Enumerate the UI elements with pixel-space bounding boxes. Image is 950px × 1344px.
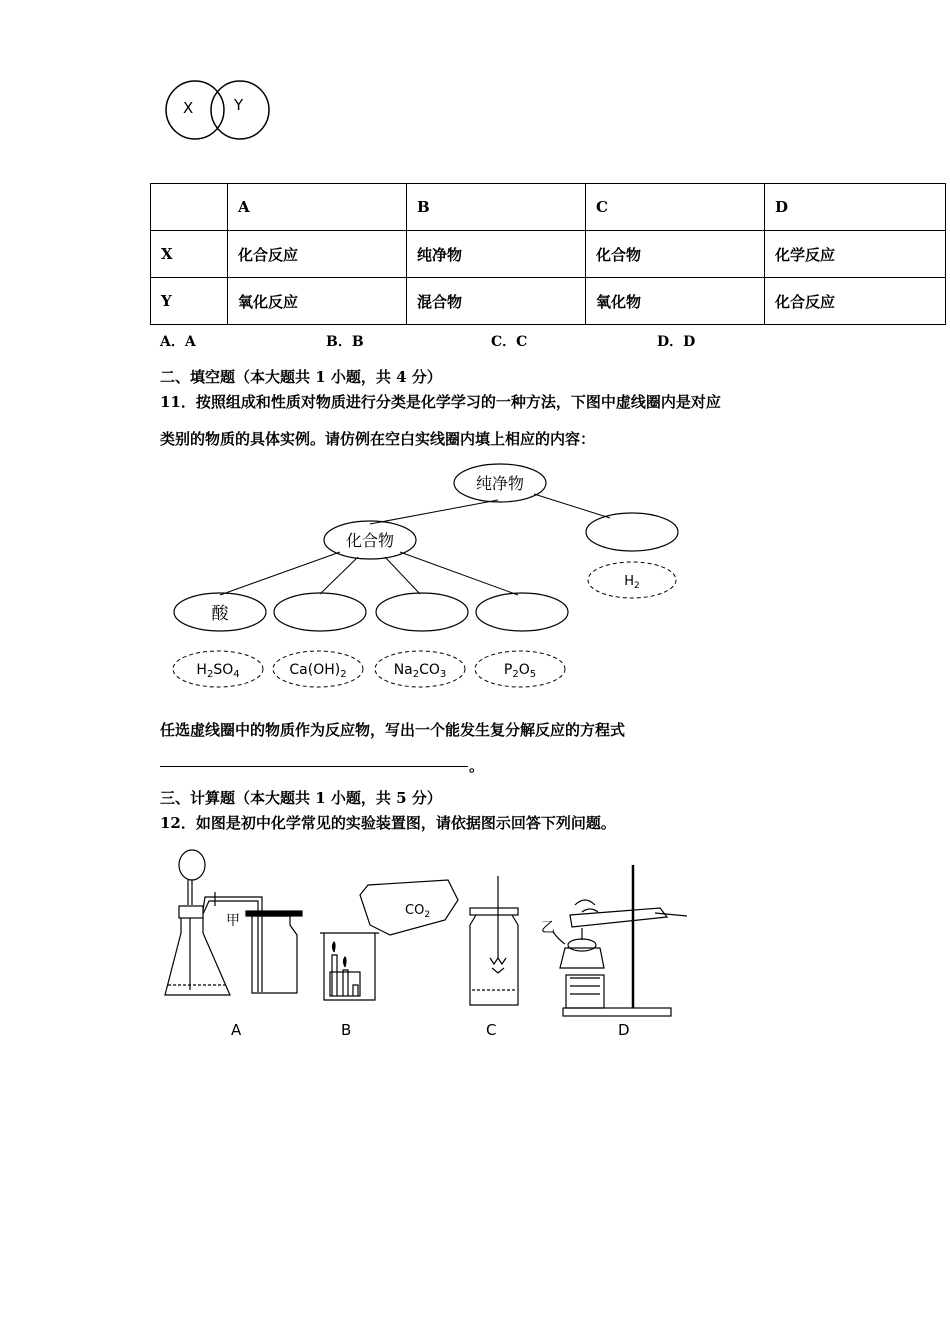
table-header-cell: A xyxy=(228,184,407,231)
row-label: X xyxy=(151,231,228,278)
venn-label-y: Y xyxy=(234,96,244,114)
co2-label: $CO_2$ xyxy=(405,903,431,920)
table-header-cell: D xyxy=(765,184,946,231)
choice-b[interactable]: B．B xyxy=(326,334,364,350)
q11-line2: 类别的物质的具体实例。请仿例在空白实线圈内填上相应的内容： xyxy=(160,430,596,448)
options-table xyxy=(150,183,946,325)
table-row xyxy=(151,278,946,325)
example-na2co3: $Na_2CO_3$ xyxy=(393,662,447,680)
table-cell: 氧化反应 xyxy=(228,278,407,325)
table-cell: 纯净物 xyxy=(407,231,586,278)
venn-diagram xyxy=(160,76,280,148)
table-row xyxy=(151,231,946,278)
blank-node-3[interactable] xyxy=(376,593,468,631)
lab-apparatus-figure xyxy=(0,840,950,1045)
example-caoh2: $Ca(OH)_2$ xyxy=(289,662,347,680)
apparatus-c xyxy=(470,876,518,1005)
example-h2so4: $H_2SO_4$ xyxy=(196,662,240,680)
table-header-cell: C xyxy=(586,184,765,231)
apparatus-b xyxy=(320,880,458,1000)
apparatus-label-d: D xyxy=(618,1021,630,1039)
answer-line[interactable] xyxy=(160,766,468,767)
example-p2o5: $P_2O_5$ xyxy=(503,662,537,680)
table-header-row xyxy=(151,184,946,231)
q12-text: 12．如图是初中化学常见的实验装置图，请依据图示回答下列问题。 xyxy=(160,814,616,832)
choice-a[interactable]: A．A xyxy=(160,334,196,350)
answer-period: 。 xyxy=(469,757,485,775)
table-header-cell: B xyxy=(407,184,586,231)
venn-label-x: X xyxy=(183,99,194,117)
apparatus-d xyxy=(553,865,687,1016)
row-label: Y xyxy=(151,278,228,325)
table-cell: 化合反应 xyxy=(765,278,946,325)
section3-heading: 三、计算题（本大题共 1 小题，共 5 分） xyxy=(160,789,442,807)
table-cell: 化合反应 xyxy=(228,231,407,278)
apparatus-label-c: C xyxy=(486,1021,497,1039)
apparatus-label-b: B xyxy=(341,1021,352,1039)
classification-tree xyxy=(0,455,950,700)
apparatus-jia-label: 甲 xyxy=(226,913,240,929)
node-acid-label: 酸 xyxy=(211,604,229,624)
table-cell: 化学反应 xyxy=(765,231,946,278)
example-h2: $H_2$ xyxy=(624,574,640,591)
blank-node-2[interactable] xyxy=(274,593,366,631)
node-compound-label: 化合物 xyxy=(345,531,395,550)
node-root-label: 纯净物 xyxy=(475,474,525,493)
q11-prompt: 任选虚线圈中的物质作为反应物，写出一个能发生复分解反应的方程式 xyxy=(160,721,626,739)
blank-node-4[interactable] xyxy=(476,593,568,631)
blank-node-right[interactable] xyxy=(586,513,678,551)
table-corner-cell xyxy=(151,184,228,231)
table-cell: 氧化物 xyxy=(586,278,765,325)
apparatus-label-a: A xyxy=(231,1021,242,1039)
apparatus-yi-label: 乙 xyxy=(541,920,555,936)
section2-heading: 二、填空题（本大题共 1 小题，共 4 分） xyxy=(160,368,442,386)
choice-d[interactable]: D．D xyxy=(657,334,696,350)
table-cell: 化合物 xyxy=(586,231,765,278)
table-cell: 混合物 xyxy=(407,278,586,325)
q11-line1: 11．按照组成和性质对物质进行分类是化学学习的一种方法，下图中虚线圈内是对应 xyxy=(160,393,721,411)
choice-c[interactable]: C．C xyxy=(491,334,528,350)
